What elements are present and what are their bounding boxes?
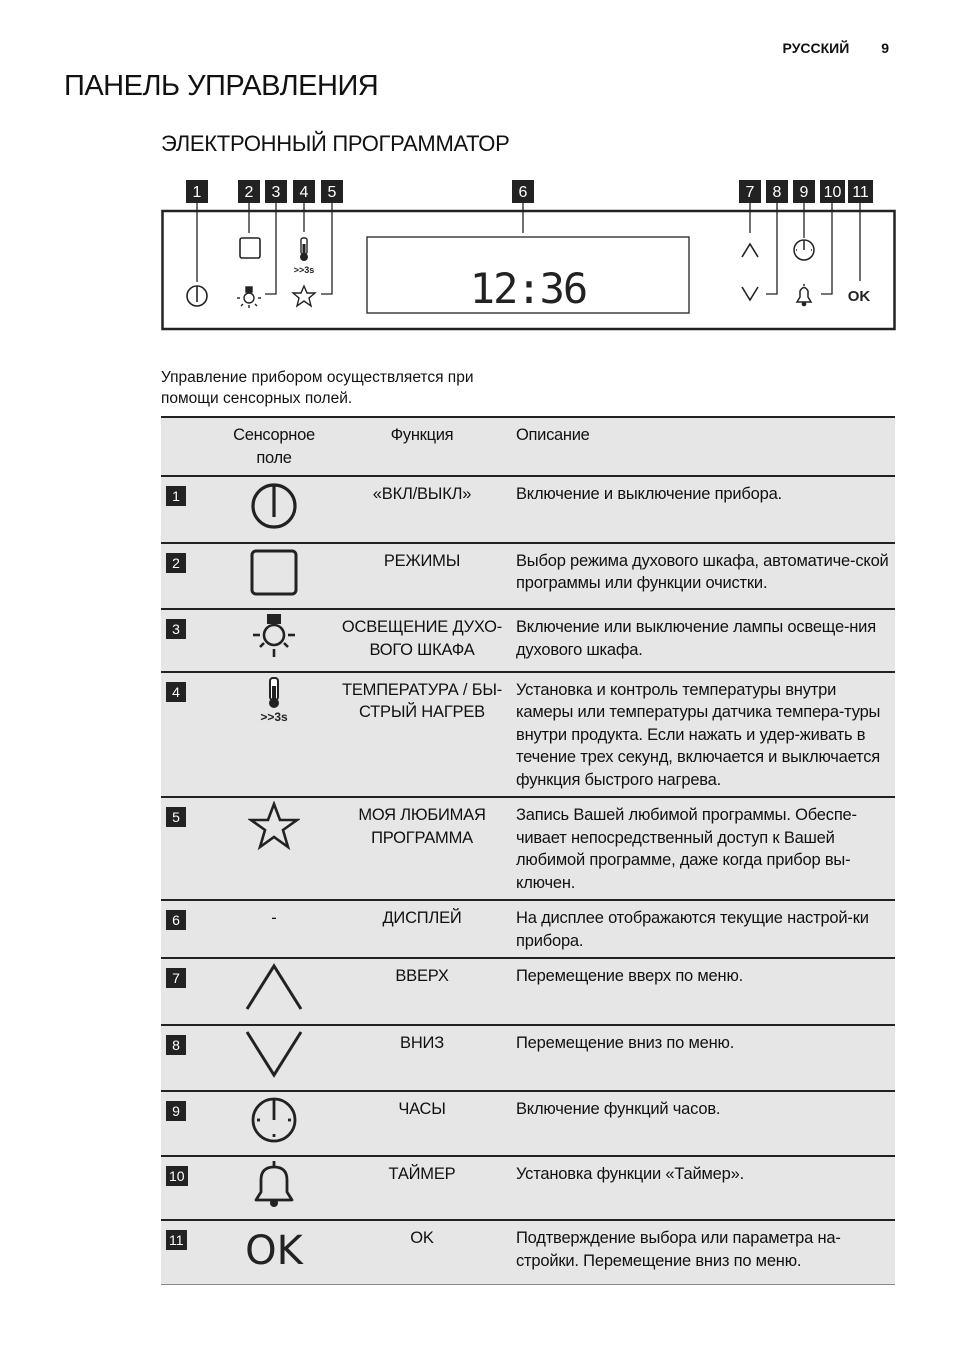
- row-description: Перемещение вверх по меню.: [510, 958, 895, 1025]
- callout-8: [766, 180, 788, 203]
- row-number: 5: [166, 807, 186, 827]
- row-number: 1: [166, 486, 186, 506]
- row-icon-text: -: [214, 900, 334, 958]
- table-row: [161, 797, 895, 900]
- row-icon-cell: [214, 958, 334, 1025]
- row-function: МОЯ ЛЮБИМАЯ ПРОГРАММА: [334, 797, 510, 900]
- row-description: Перемещение вниз по меню.: [510, 1025, 895, 1092]
- svg-text:OK: OK: [245, 1228, 303, 1272]
- callout-2: [238, 180, 260, 203]
- row-description: Включение и выключение прибора.: [510, 476, 895, 543]
- row-icon-cell: [214, 672, 334, 798]
- language-label: РУССКИЙ: [782, 40, 850, 56]
- table-row: [161, 1025, 895, 1092]
- row-function: ТАЙМЕР: [334, 1156, 510, 1221]
- row-number: 3: [166, 619, 186, 639]
- control-panel-diagram: [161, 178, 896, 333]
- callout-10: [820, 180, 845, 203]
- intro-text: Управление прибором осуществляется при помощи сенсорных полей.: [161, 369, 474, 407]
- callout-11: [848, 180, 873, 203]
- callout-6: [512, 180, 534, 203]
- row-description: Запись Вашей любимой программы. Обеспе-чивает непосредственный доступ к Вашей любимой программе, даже когда прибор вы-ключен.: [510, 797, 895, 900]
- row-number: 6: [166, 910, 186, 930]
- row-function: ДИСПЛЕЙ: [334, 900, 510, 958]
- row-number: 10: [166, 1166, 188, 1186]
- svg-text:9: 9: [799, 184, 809, 201]
- table-header-row: [161, 417, 895, 476]
- svg-text:>>3s: >>3s: [260, 709, 288, 724]
- row-icon-cell: [214, 476, 334, 543]
- svg-text:4: 4: [299, 184, 309, 201]
- table-row: [161, 1156, 895, 1221]
- callout-1: [186, 180, 208, 203]
- row-description: Установка функции «Таймер».: [510, 1156, 895, 1221]
- row-function: OK: [334, 1220, 510, 1284]
- svg-text:10: 10: [823, 184, 842, 201]
- svg-text:11: 11: [852, 184, 869, 201]
- chevron-up-icon: [244, 962, 304, 1012]
- table-row: [161, 609, 895, 672]
- row-icon-cell: [214, 797, 334, 900]
- row-description: Выбор режима духового шкафа, автоматиче-ской программы или функции очистки.: [510, 543, 895, 610]
- row-description: Включение функций часов.: [510, 1091, 895, 1156]
- star-icon: [248, 801, 300, 851]
- header-field: Сенсорное поле: [214, 417, 334, 476]
- svg-text:8: 8: [772, 184, 782, 201]
- table-row: [161, 543, 895, 610]
- row-description: Подтверждение выбора или параметра на-стройки. Перемещение вниз по меню.: [510, 1220, 895, 1284]
- svg-text:1: 1: [192, 184, 202, 201]
- svg-text:3: 3: [271, 184, 281, 201]
- ok-icon: OK: [847, 288, 871, 305]
- chevron-down-icon: [244, 1029, 304, 1079]
- header-blank: [161, 417, 214, 476]
- thermometer-icon: [249, 676, 299, 724]
- row-number: 4: [166, 682, 186, 702]
- clock-icon: [249, 1095, 299, 1143]
- page-title: ПАНЕЛЬ УПРАВЛЕНИЯ: [64, 70, 379, 102]
- row-number: 2: [166, 553, 186, 573]
- row-description: На дисплее отображаются текущие настрой-ки прибора.: [510, 900, 895, 958]
- table-row: [161, 1220, 895, 1284]
- power-icon: [249, 480, 299, 530]
- row-icon-cell: [214, 1025, 334, 1092]
- lamp-icon: [249, 613, 299, 659]
- row-number: 7: [166, 968, 186, 988]
- row-function: ЧАСЫ: [334, 1091, 510, 1156]
- row-function: ТЕМПЕРАТУРА / БЫ-СТРЫЙ НАГРЕВ: [334, 672, 510, 798]
- table-row: [161, 958, 895, 1025]
- header-function: Функция: [334, 417, 510, 476]
- svg-text:6: 6: [518, 184, 528, 201]
- row-function: ВНИЗ: [334, 1025, 510, 1092]
- section-subtitle: ЭЛЕКТРОННЫЙ ПРОГРАММАТОР: [161, 131, 510, 156]
- svg-text:2: 2: [244, 184, 254, 201]
- callout-5: [321, 180, 343, 203]
- row-icon-cell: [214, 1156, 334, 1221]
- row-description: Включение или выключение лампы освеще-ния духового шкафа.: [510, 609, 895, 672]
- header-description: Описание: [510, 417, 895, 476]
- row-icon-cell: [214, 543, 334, 610]
- page-number: 9: [881, 40, 889, 56]
- svg-text:>>3s: >>3s: [293, 265, 315, 275]
- row-icon-cell: [214, 1220, 334, 1284]
- page-header: [783, 40, 889, 56]
- ok-icon: [243, 1224, 305, 1272]
- row-function: «ВКЛ/ВЫКЛ»: [334, 476, 510, 543]
- table-row: [161, 672, 895, 798]
- table-row: [161, 476, 895, 543]
- row-number: 8: [166, 1035, 186, 1055]
- bell-icon: [249, 1160, 299, 1208]
- function-table: [161, 416, 895, 1285]
- row-description: Установка и контроль температуры внутри камеры или температуры датчика темпера-туры внутри продукта. Если нажать и удер-живать в течение трех секунд, включается и выключается функция быстрого нагрева.: [510, 672, 895, 798]
- row-icon-cell: [214, 1091, 334, 1156]
- callout-7: [739, 180, 761, 203]
- display-time: 12:36: [469, 264, 587, 313]
- table-row: [161, 900, 895, 958]
- svg-text:7: 7: [745, 184, 755, 201]
- row-function: ОСВЕЩЕНИЕ ДУХО-ВОГО ШКАФА: [334, 609, 510, 672]
- row-number: 9: [166, 1101, 186, 1121]
- row-function: ВВЕРХ: [334, 958, 510, 1025]
- row-number: 11: [166, 1230, 187, 1250]
- row-function: РЕЖИМЫ: [334, 543, 510, 610]
- callout-3: [265, 180, 287, 203]
- callout-9: [793, 180, 815, 203]
- row-icon-cell: [214, 609, 334, 672]
- callout-4: [293, 180, 315, 203]
- svg-text:5: 5: [327, 184, 337, 201]
- square-icon: [249, 547, 299, 597]
- table-row: [161, 1091, 895, 1156]
